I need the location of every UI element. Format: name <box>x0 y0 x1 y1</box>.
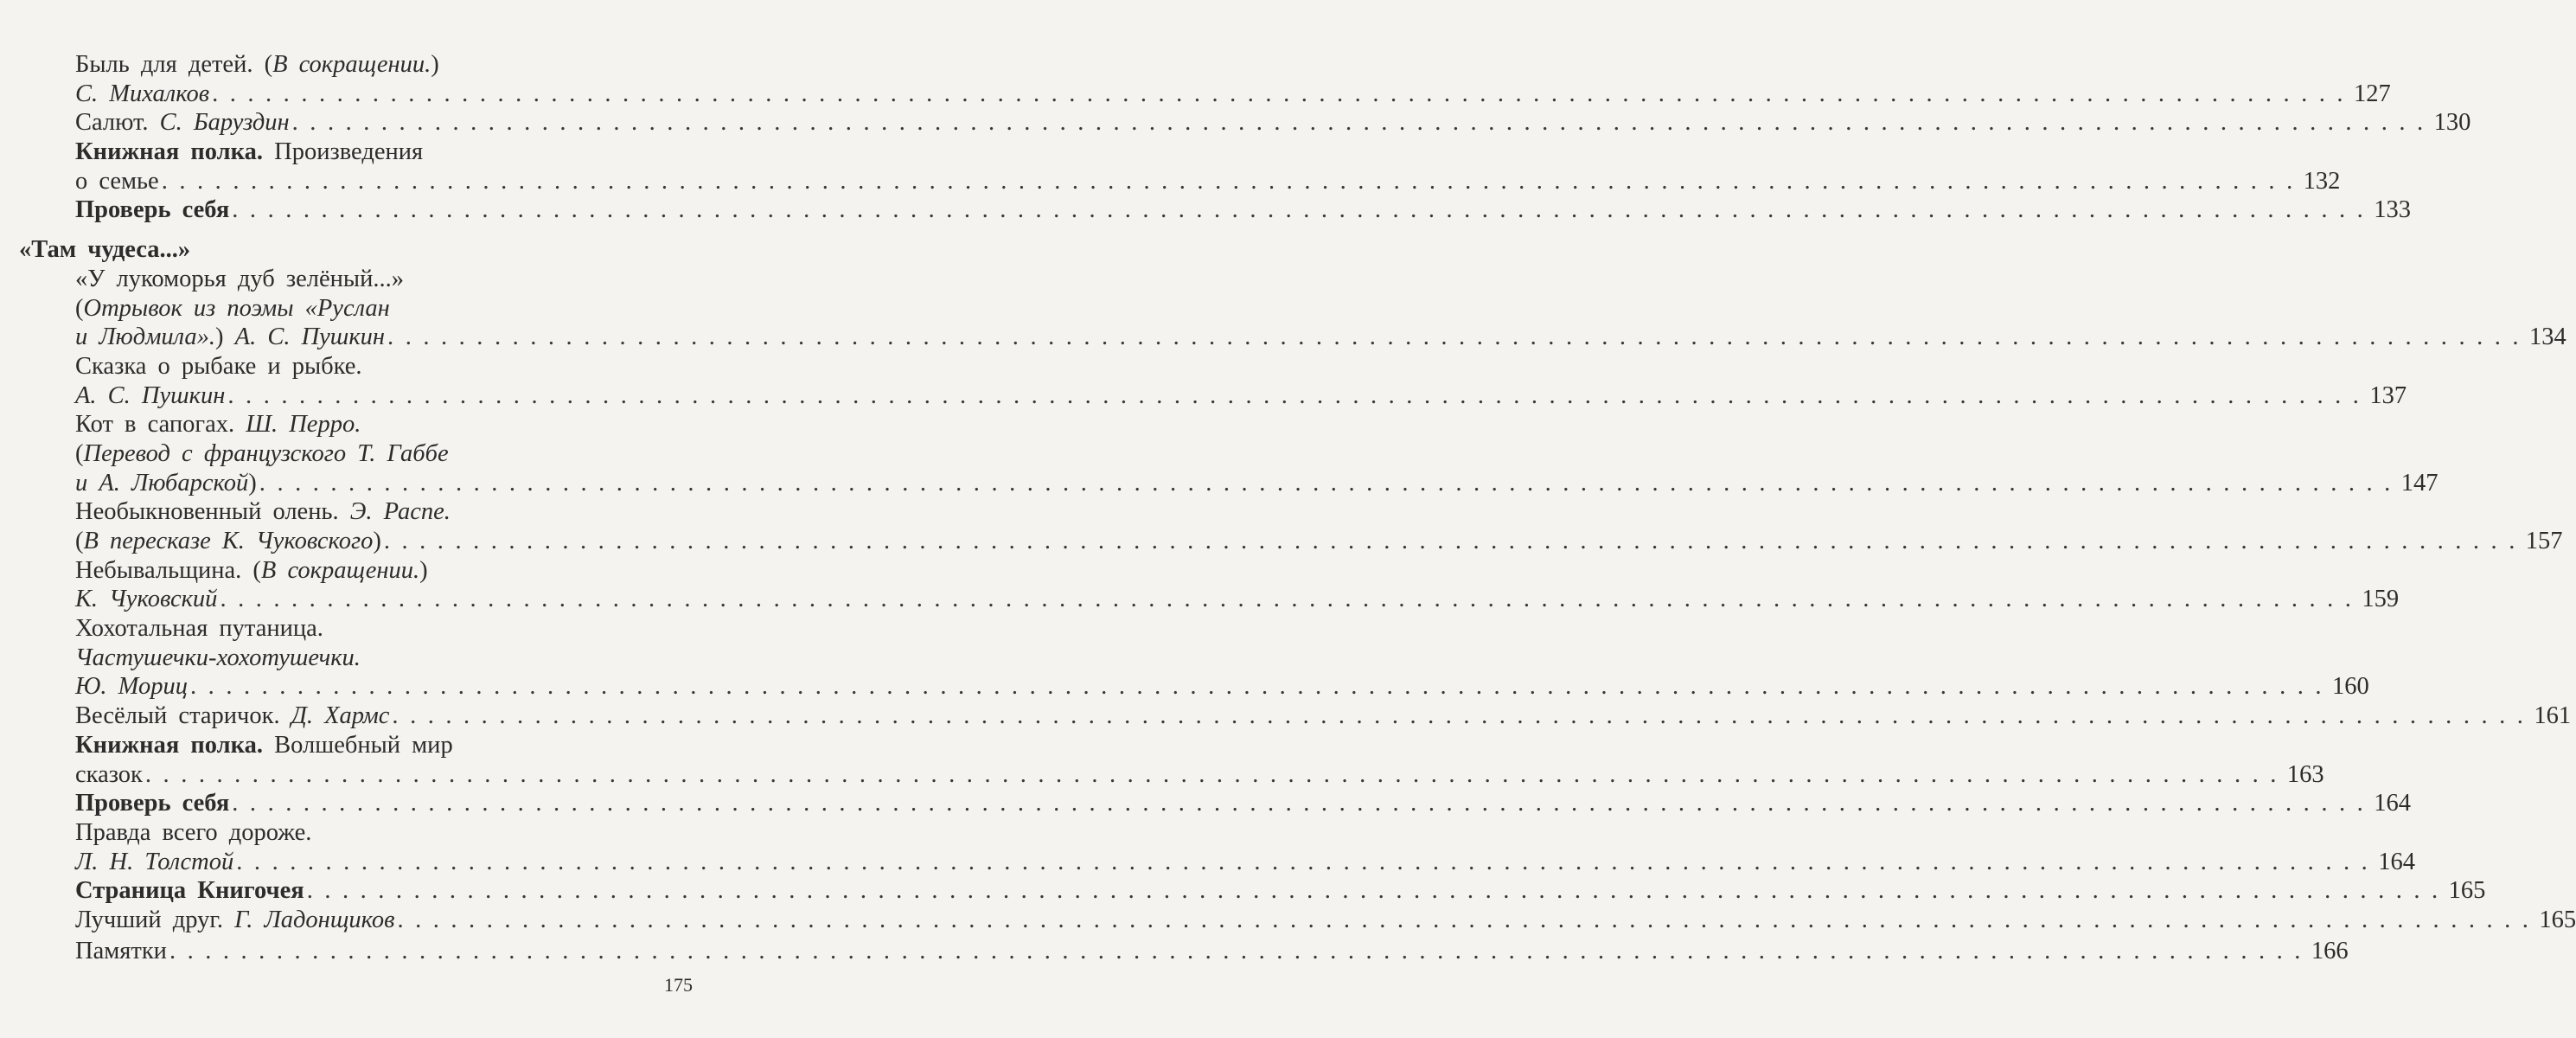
toc-line <box>0 195 2411 225</box>
toc-line <box>0 848 2415 877</box>
title-text: Правда всего дороже. <box>75 818 312 846</box>
toc-entry <box>0 352 2407 410</box>
toc-line <box>0 265 698 294</box>
title-text: ) <box>248 469 257 497</box>
toc-line <box>0 381 2407 411</box>
page-ref: 157 <box>2525 528 2563 554</box>
title-text: ( <box>75 294 84 322</box>
toc-entry <box>0 937 2349 966</box>
toc-line <box>0 818 698 848</box>
table-of-contents <box>0 50 2576 965</box>
author-or-note-text: Д. Хармс <box>291 702 390 730</box>
author-or-note-text: Г. Ладонщиков <box>234 906 395 933</box>
toc-line <box>0 702 2572 731</box>
title-text: Сказка о рыбаке и рыбке. <box>75 352 362 380</box>
author-or-note-text: и Людмила». <box>75 324 216 351</box>
toc-line <box>0 789 2411 818</box>
dot-leader: . . . . . . . . . . . . . . . . . . . . . . . . . . . . . . . . . . . . . . . . . . . . . . . . . . . . . . . . . . . . . . . . . . . . . . . . . . . . . . . . . . . . . . . . . . . . . . . . . . . . . . . . . . . . . . . . . . . . . . . . <box>232 790 2366 817</box>
toc-line <box>0 410 698 439</box>
dot-leader: . . . . . . . . . . . . . . . . . . . . . . . . . . . . . . . . . . . . . . . . . . . . . . . . . . . . . . . . . . . . . . . . . . . . . . . . . . . . . . . . . . . . . . . . . . . . . . . . . . . . . . . . . . . . . . . . . . . . . . . . <box>212 80 2346 107</box>
title-text: ) <box>419 556 428 584</box>
toc-entry <box>0 50 2391 108</box>
author-or-note-text: С. Баруздин <box>159 109 290 137</box>
title-text: ) <box>373 528 381 554</box>
title-text: Весёлый старичок. <box>75 702 291 730</box>
page-ref: 159 <box>2362 586 2400 613</box>
toc-line <box>0 906 2576 935</box>
toc-line <box>0 167 2341 196</box>
toc-entry <box>0 138 2341 195</box>
page-ref: 160 <box>2331 673 2369 701</box>
toc-line <box>0 294 698 324</box>
toc-entry <box>0 265 2566 352</box>
author-or-note-text: Э. Распе. <box>349 498 451 526</box>
toc-entry <box>0 702 2572 731</box>
dot-leader: . . . . . . . . . . . . . . . . . . . . . . . . . . . . . . . . . . . . . . . . . . . . . . . . . . . . . . . . . . . . . . . . . . . . . . . . . . . . . . . . . . . . . . . . . . . . . . . . . . . . . . . . . . . . . . . . . . . . . . . . <box>387 324 2522 351</box>
toc-entry <box>0 906 2576 935</box>
author-or-note-text: С. Михалков <box>75 80 210 107</box>
page-ref: 166 <box>2311 937 2349 964</box>
toc-line <box>0 876 2486 906</box>
toc-line <box>0 497 698 527</box>
page-number: 175 <box>664 974 693 996</box>
author-or-note-text: и А. Любарской <box>75 469 249 497</box>
author-or-note-text: К. Чуковский <box>75 586 218 613</box>
toc-entry <box>0 818 2415 876</box>
page-ref: 137 <box>2369 381 2407 409</box>
toc-line <box>0 323 2566 352</box>
author-or-note-text: В пересказе К. Чуковского <box>83 528 374 554</box>
title-text: Салют. <box>75 109 160 137</box>
title-text: Волшебный мир <box>263 731 453 759</box>
title-text: Кот в сапогах. <box>75 411 246 439</box>
toc-entry <box>0 731 2324 789</box>
title-text: Небывальщина. ( <box>75 556 261 584</box>
toc-line <box>0 469 2439 498</box>
page-ref: 132 <box>2303 167 2341 195</box>
page-ref: 147 <box>2400 469 2439 497</box>
toc-line <box>0 527 2563 556</box>
dot-leader: . . . . . . . . . . . . . . . . . . . . . . . . . . . . . . . . . . . . . . . . . . . . . . . . . . . . . . . . . . . . . . . . . . . . . . . . . . . . . . . . . . . . . . . . . . . . . . . . . . . . . . . . . . . . . . . . . . . . . . . . <box>392 702 2527 730</box>
toc-line <box>0 760 2324 790</box>
title-text: Лучший друг. <box>75 906 235 933</box>
toc-line <box>0 235 642 265</box>
dot-leader: . . . . . . . . . . . . . . . . . . . . . . . . . . . . . . . . . . . . . . . . . . . . . . . . . . . . . . . . . . . . . . . . . . . . . . . . . . . . . . . . . . . . . . . . . . . . . . . . . . . . . . . . . . . . . . . . . . . . . . . . <box>383 528 2518 554</box>
dot-leader: . . . . . . . . . . . . . . . . . . . . . . . . . . . . . . . . . . . . . . . . . . . . . . . . . . . . . . . . . . . . . . . . . . . . . . . . . . . . . . . . . . . . . . . . . . . . . . . . . . . . . . . . . . . . . . . . . . . . . . . . <box>306 877 2441 905</box>
title-text: ) <box>215 324 235 351</box>
dot-leader: . . . . . . . . . . . . . . . . . . . . . . . . . . . . . . . . . . . . . . . . . . . . . . . . . . . . . . . . . . . . . . . . . . . . . . . . . . . . . . . . . . . . . . . . . . . . . . . . . . . . . . . . . . . . . . . . . . . . . . . . <box>190 673 2324 701</box>
section-header <box>0 235 778 265</box>
dot-leader: . . . . . . . . . . . . . . . . . . . . . . . . . . . . . . . . . . . . . . . . . . . . . . . . . . . . . . . . . . . . . . . . . . . . . . . . . . . . . . . . . . . . . . . . . . . . . . . . . . . . . . . . . . . . . . . . . . . . . . . . <box>291 109 2426 137</box>
page-ref: 133 <box>2374 196 2411 224</box>
toc-entry <box>0 410 2439 497</box>
toc-entry <box>0 614 2369 702</box>
toc-entry <box>0 789 2411 818</box>
dot-leader: . . . . . . . . . . . . . . . . . . . . . . . . . . . . . . . . . . . . . . . . . . . . . . . . . . . . . . . . . . . . . . . . . . . . . . . . . . . . . . . . . . . . . . . . . . . . . . . . . . . . . . . . . . . . . . . . . . . . . . . . <box>259 469 2394 497</box>
toc-line <box>0 731 698 760</box>
title-text: «У лукоморья дуб зелёный...» <box>75 265 404 292</box>
dot-leader: . . . . . . . . . . . . . . . . . . . . . . . . . . . . . . . . . . . . . . . . . . . . . . . . . . . . . . . . . . . . . . . . . . . . . . . . . . . . . . . . . . . . . . . . . . . . . . . . . . . . . . . . . . . . . . . . . . . . . . . . <box>169 937 2304 964</box>
author-or-note-text: Отрывок из поэмы «Руслан <box>83 294 390 322</box>
toc-entry <box>0 108 2471 138</box>
page-ref: 127 <box>2354 80 2391 107</box>
title-text: Памятки <box>75 937 167 964</box>
author-or-note-text: В сокращении. <box>272 51 431 78</box>
author-or-note-text: В сокращении. <box>260 556 420 584</box>
page-ref: 165 <box>2448 877 2486 905</box>
bold-title-text: Книжная полка. <box>75 138 264 166</box>
author-or-note-text: Перевод с французского Т. Габбе <box>83 439 449 467</box>
page-ref: 134 <box>2528 324 2566 351</box>
title-text: ) <box>431 51 439 78</box>
author-or-note-text: А. С. Пушкин <box>75 381 226 409</box>
dot-leader: . . . . . . . . . . . . . . . . . . . . . . . . . . . . . . . . . . . . . . . . . . . . . . . . . . . . . . . . . . . . . . . . . . . . . . . . . . . . . . . . . . . . . . . . . . . . . . . . . . . . . . . . . . . . . . . . . . . . . . . . <box>397 906 2532 933</box>
toc-line <box>0 80 2391 109</box>
toc-line <box>0 556 698 586</box>
toc-line <box>0 937 2349 966</box>
title-text: о семье <box>75 167 159 195</box>
toc-line <box>0 50 698 80</box>
toc-line <box>0 585 2400 614</box>
toc-line <box>0 352 698 381</box>
dot-leader: . . . . . . . . . . . . . . . . . . . . . . . . . . . . . . . . . . . . . . . . . . . . . . . . . . . . . . . . . . . . . . . . . . . . . . . . . . . . . . . . . . . . . . . . . . . . . . . . . . . . . . . . . . . . . . . . . . . . . . . . <box>144 760 2279 788</box>
dot-leader: . . . . . . . . . . . . . . . . . . . . . . . . . . . . . . . . . . . . . . . . . . . . . . . . . . . . . . . . . . . . . . . . . . . . . . . . . . . . . . . . . . . . . . . . . . . . . . . . . . . . . . . . . . . . . . . . . . . . . . . . <box>161 167 2296 195</box>
title-text: Хохотальная путаница. <box>75 615 323 643</box>
bold-title-text: Книжная полка. <box>75 731 264 759</box>
dot-leader: . . . . . . . . . . . . . . . . . . . . . . . . . . . . . . . . . . . . . . . . . . . . . . . . . . . . . . . . . . . . . . . . . . . . . . . . . . . . . . . . . . . . . . . . . . . . . . . . . . . . . . . . . . . . . . . . . . . . . . . . <box>236 848 2370 875</box>
toc-line <box>0 672 2369 702</box>
dot-leader: . . . . . . . . . . . . . . . . . . . . . . . . . . . . . . . . . . . . . . . . . . . . . . . . . . . . . . . . . . . . . . . . . . . . . . . . . . . . . . . . . . . . . . . . . . . . . . . . . . . . . . . . . . . . . . . . . . . . . . . . <box>220 586 2355 613</box>
bold-title-text: «Там чудеса...» <box>19 236 191 264</box>
author-or-note-text: А. С. Пушкин <box>234 324 386 351</box>
title-text: ( <box>75 528 84 554</box>
toc-entry <box>0 195 2411 225</box>
dot-leader: . . . . . . . . . . . . . . . . . . . . . . . . . . . . . . . . . . . . . . . . . . . . . . . . . . . . . . . . . . . . . . . . . . . . . . . . . . . . . . . . . . . . . . . . . . . . . . . . . . . . . . . . . . . . . . . . . . . . . . . . <box>227 381 2362 409</box>
page-ref: 164 <box>2374 790 2411 817</box>
author-or-note-text: Ю. Мориц <box>75 673 189 701</box>
author-or-note-text: Ш. Перро. <box>246 411 361 439</box>
toc-line <box>0 644 698 673</box>
page-ref: 164 <box>2378 848 2415 875</box>
bold-title-text: Проверь себя <box>75 196 230 224</box>
toc-entry <box>0 876 2486 906</box>
toc-line <box>0 138 698 167</box>
page-ref: 130 <box>2433 109 2471 137</box>
bold-title-text: Страница Книгочея <box>75 877 304 905</box>
toc-line <box>0 108 2471 138</box>
dot-leader: . . . . . . . . . . . . . . . . . . . . . . . . . . . . . . . . . . . . . . . . . . . . . . . . . . . . . . . . . . . . . . . . . . . . . . . . . . . . . . . . . . . . . . . . . . . . . . . . . . . . . . . . . . . . . . . . . . . . . . . . <box>232 196 2366 224</box>
page-ref: 163 <box>2286 760 2324 788</box>
title-text: ( <box>75 439 84 467</box>
title-text: Необыкновенный олень. <box>75 498 350 526</box>
title-text: сказок <box>75 760 143 788</box>
toc-entry <box>0 497 2563 555</box>
bold-title-text: Проверь себя <box>75 790 230 817</box>
page-ref: 165 <box>2539 906 2576 933</box>
title-text: Произведения <box>263 138 424 166</box>
toc-line <box>0 614 698 644</box>
author-or-note-text: Л. Н. Толстой <box>75 848 234 875</box>
author-or-note-text: Частушечки-хохотушечки. <box>75 644 361 671</box>
toc-entry <box>0 556 2400 614</box>
page-ref: 161 <box>2534 702 2572 730</box>
title-text: Быль для детей. ( <box>75 51 273 78</box>
toc-line <box>0 439 698 469</box>
